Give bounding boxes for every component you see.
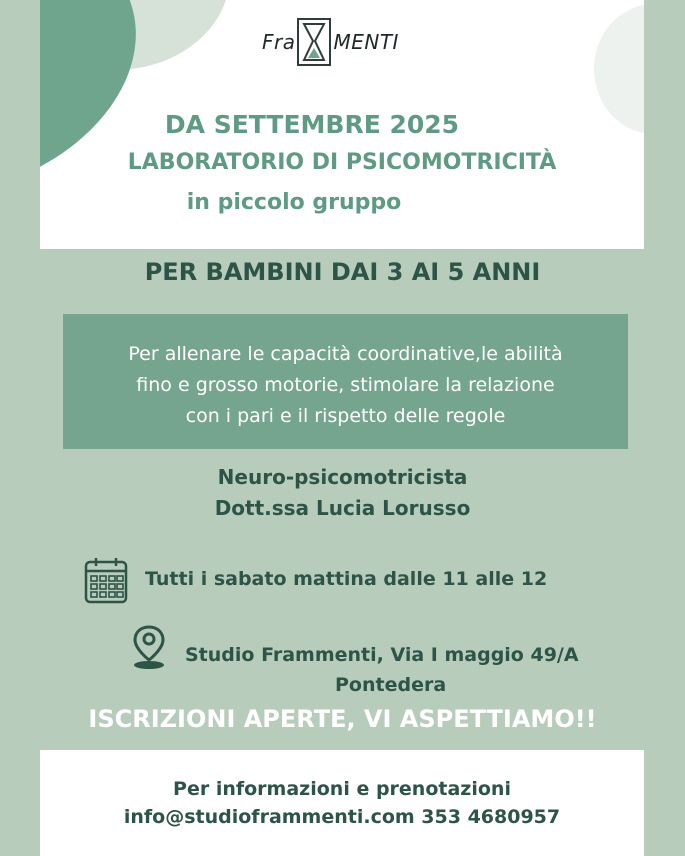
therapist-role: Neuro-psicomotricista	[217, 465, 468, 489]
date-headline: DA SETTEMBRE 2025	[164, 110, 460, 139]
logo-text-left: Fra	[262, 30, 296, 54]
therapist-name: Dott.ssa Lucia Lorusso	[214, 496, 471, 520]
location-pin-icon	[130, 624, 168, 670]
address	[185, 640, 615, 700]
logo	[262, 16, 447, 68]
description-line: Per allenare le capacità coordinative,le abilità	[128, 343, 563, 365]
description-line: con i pari e il rispetto delle regole	[185, 405, 506, 427]
contact-heading: Per informazioni e prenotazioni	[173, 778, 511, 800]
address-street: Studio Frammenti, Via I maggio 49/A	[185, 644, 579, 666]
logo-text-right: MENTI	[333, 30, 399, 54]
header-panel	[40, 0, 644, 249]
schedule-text: Tutti i sabato mattina dalle 11 alle 12	[145, 568, 548, 590]
contact-details: info@studioframmenti.com 353 4680957	[123, 806, 561, 828]
description-box	[63, 314, 628, 449]
contact-panel	[40, 750, 644, 856]
description-line: fino e grosso motorie, stimolare la relazione	[136, 374, 555, 396]
subtitle-headline: in piccolo gruppo	[186, 190, 402, 215]
address-city: Pontedera	[335, 674, 447, 696]
therapist-info	[0, 462, 685, 524]
audience-heading: PER BAMBINI DAI 3 AI 5 ANNI	[144, 258, 541, 286]
hourglass-icon	[297, 18, 331, 66]
title-headline: LABORATORIO DI PSICOMOTRICITÀ	[127, 150, 557, 175]
calendar-icon	[84, 556, 128, 604]
enrollment-banner: ISCRIZIONI APERTE, VI ASPETTIAMO!!	[88, 705, 597, 733]
